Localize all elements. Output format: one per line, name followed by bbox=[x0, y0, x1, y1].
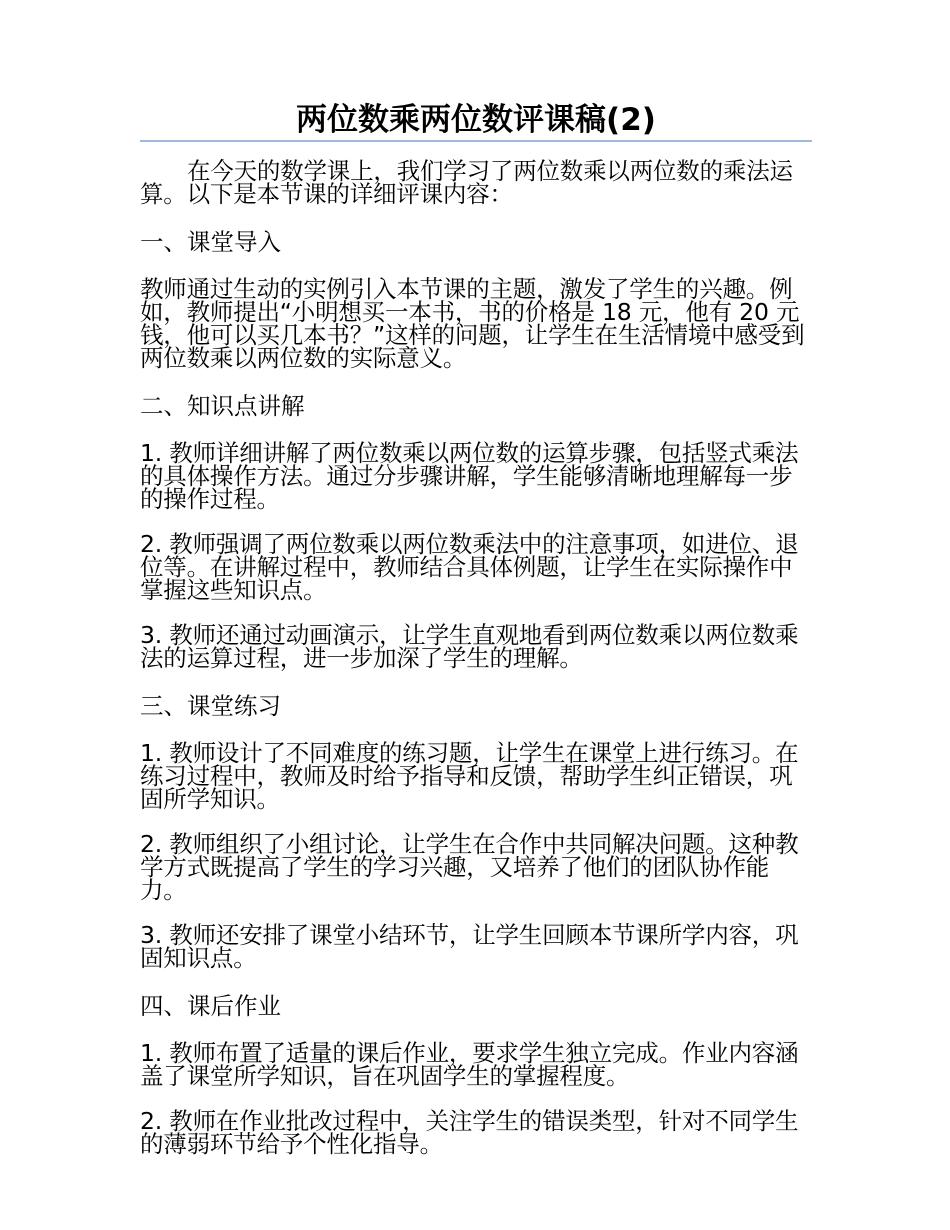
section-paragraph: 1. 教师设计了不同难度的练习题，让学生在课堂上进行练习。在练习过程中，教师及时给予指导和反馈，帮助学生纠正错误，巩固所学知识。 bbox=[140, 739, 799, 813]
intro-paragraph: 在今天的数学课上，我们学习了两位数乘以两位数的乘法运算。以下是本节课的详细评课内容： bbox=[140, 157, 793, 208]
section-knowledge-explanation bbox=[140, 392, 812, 670]
section-heading: 二、知识点讲解 bbox=[140, 392, 305, 420]
section-paragraph: 2. 教师组织了小组讨论，让学生在合作中共同解决问题。这种教学方式既提高了学生的学习兴趣，又培养了他们的团队协作能力。 bbox=[140, 830, 799, 904]
section-heading: 三、课堂练习 bbox=[140, 692, 281, 720]
section-paragraph: 1. 教师布置了适量的课后作业，要求学生独立完成。作业内容涵盖了课堂所学知识，旨在巩固学生的掌握程度。 bbox=[140, 1039, 799, 1090]
section-paragraph: 3. 教师还安排了课堂小结环节，让学生回顾本节课所学内容，巩固知识点。 bbox=[140, 921, 799, 972]
document-title: 两位数乘两位数评课稿(2) bbox=[296, 102, 656, 138]
document-page bbox=[140, 100, 812, 1178]
title-underline bbox=[140, 140, 812, 142]
section-heading: 一、课堂导入 bbox=[140, 228, 281, 256]
section-paragraph: 2. 教师在作业批改过程中，关注学生的错误类型，针对不同学生的薄弱环节给予个性化指导。 bbox=[140, 1107, 799, 1158]
section-heading: 四、课后作业 bbox=[140, 992, 281, 1020]
section-paragraph: 教师通过生动的实例引入本节课的主题，激发了学生的兴趣。例如，教师提出“小明想买一本书，书的价格是 18 元，他有 20 元钱，他可以买几本书？”这样的问题，让学生在生活情境中感受到两位数乘以两位数的实际意义。 bbox=[140, 275, 805, 372]
section-class-practice bbox=[140, 692, 812, 970]
section-homework bbox=[140, 992, 812, 1156]
section-paragraph: 3. 教师还通过动画演示，让学生直观地看到两位数乘以两位数乘法的运算过程，进一步加深了学生的理解。 bbox=[140, 621, 799, 672]
section-intro-lesson bbox=[140, 228, 812, 370]
section-paragraph: 1. 教师详细讲解了两位数乘以两位数的运算步骤，包括竖式乘法的具体操作方法。通过分步骤讲解，学生能够清晰地理解每一步的操作过程。 bbox=[140, 439, 799, 513]
section-paragraph: 2. 教师强调了两位数乘以两位数乘法中的注意事项，如进位、退位等。在讲解过程中，教师结合具体例题，让学生在实际操作中掌握这些知识点。 bbox=[140, 530, 799, 604]
